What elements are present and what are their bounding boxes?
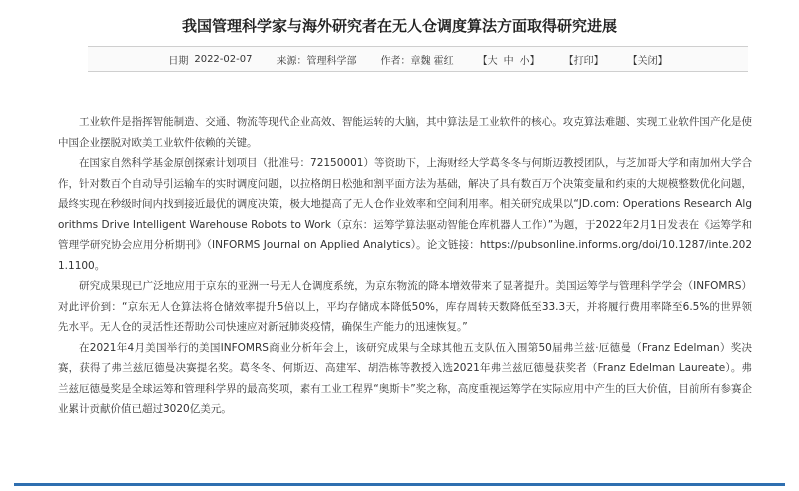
font-size-bracket-close: 】: [529, 55, 540, 67]
article-title: 我国管理科学家与海外研究者在无人仓调度算法方面取得研究进展: [181, 17, 617, 35]
font-size-small-link[interactable]: 小: [519, 55, 530, 67]
font-size-bracket-open: 【: [477, 55, 488, 67]
source-label: 来源：: [276, 55, 307, 67]
article-body: [58, 112, 752, 420]
paragraph-application: 研究成果现已广泛地应用于京东的亚洲一号无人仓调度系统，为京东物流的降本增效带来了显著提升。美国运筹学与管理科学学会（INFOMRS）对此评价到：“京东无人仓算法将仓储效率提升5倍以上，平均存储成本降低50%，库存周转天数降低至33.3天，并将履行费用率降至6.5%的世界领先水平。无人仓的灵活性还帮助公司快速应对新冠肺炎疫情，确保生产能力的迅速恢复。”: [58, 280, 752, 333]
paragraph-award: 在2021年4月美国举行的美国INFOMRS商业分析年会上，该研究成果与全球其他五支队伍入围第50届弗兰兹·厄德曼（Franz Edelman）奖决赛，获得了弗兰兹厄德曼决赛提名奖。葛冬冬、何斯迈、高建军、胡浩栋等教授入选2021年弗兰兹厄德曼获奖者（Franz Edelman Laureate）。弗兰兹厄德曼奖是全球运筹和管理科学界的最高奖项，素有工业工程界“奥斯卡”奖之称，高度重视运筹学在实际应用中产生的巨大价值，目前所有参赛企业累计贡献价值已超过3020亿美元。: [58, 341, 752, 415]
author-value: 章魏 霍红: [410, 55, 454, 67]
article-meta-bar: [88, 46, 748, 72]
close-link[interactable]: 【关闭】: [627, 55, 668, 67]
footer-divider: [14, 483, 785, 486]
print-link[interactable]: 【打印】: [563, 55, 604, 67]
paragraph-research: 在国家自然科学基金原创探索计划项目（批准号：72150001）等资助下，上海财经大学葛冬冬与何斯迈教授团队，与芝加哥大学和南加州大学合作，针对数百个自动导引运输车的实时调度问题，以拉格朗日松弛和割平面方法为基础，解决了具有数百万个决策变量和约束的大规模整数优化问题，最终实现在秒级时间内找到接近最优的调度决策，极大地提高了无人仓作业效率和空间利用率。相关研究成果以“JD.com: Operations Research Algorithms Drive Intelligent Warehouse Robots to Work（京东：运筹学算法驱动智能仓库机器人工作）”为题，于2022年2月1日发表在《运筹学和管理学研究协会应用分析期刊》（INFORMS Journal on Applied Analytics）。论文链接：https://pubsonline.informs.org/doi/10.1287/inte.2021.1100。: [58, 157, 752, 272]
publish-date: 2022-02-07: [194, 53, 253, 65]
date-label: 日期: [168, 55, 189, 67]
font-size-large-link[interactable]: 大: [487, 55, 498, 67]
source-value: 管理科学部: [306, 55, 357, 67]
paragraph-intro: 工业软件是指挥智能制造、交通、物流等现代企业高效、智能运转的大脑，其中算法是工业软件的核心。攻克算法难题、实现工业软件国产化是使中国企业摆脱对欧美工业软件依赖的关键。: [58, 116, 752, 149]
font-size-medium-link[interactable]: 中: [503, 55, 514, 67]
author-label: 作者：: [380, 55, 411, 67]
